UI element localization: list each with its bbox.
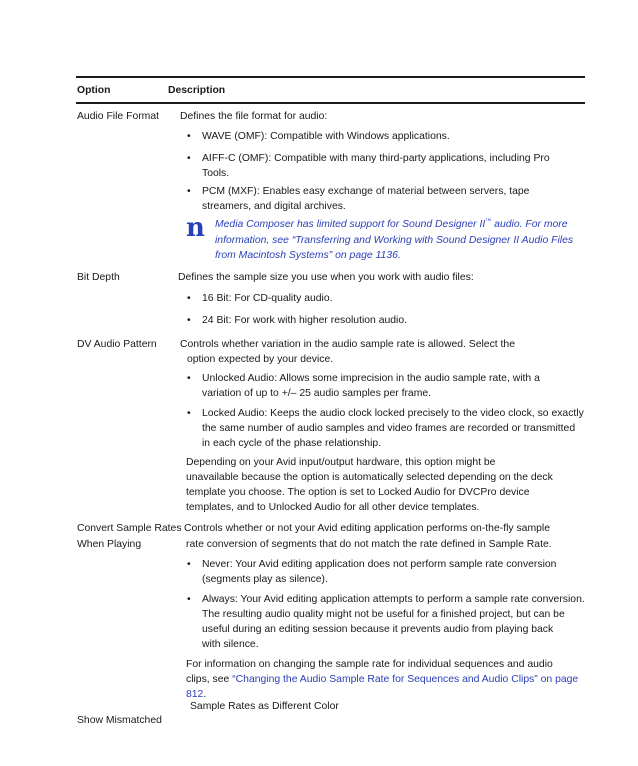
bullet-icon: • [187, 315, 191, 326]
dv-audio-pattern-para-2: unavailable because the option is automatically selected depending on the deck [186, 472, 553, 483]
convert-sample-rates-intro-2: rate conversion of segments that do not match the rate defined in Sample Rate. [186, 539, 552, 550]
list-item-continuation: (segments play as silence). [202, 574, 328, 585]
list-item-continuation: The resulting audio quality might not be useful for a finished project, but can be [202, 609, 565, 620]
note-icon: n [186, 213, 205, 243]
note-line-1: Media Composer has limited support for Sound Designer II™ audio. For more [215, 218, 568, 230]
table-top-rule [76, 76, 585, 78]
bit-depth-intro: Defines the sample size you use when you work with audio files: [178, 272, 474, 283]
list-item-continuation: in each cycle of the phase relationship. [202, 438, 382, 449]
dv-audio-pattern-para-1: Depending on your Avid input/output hardware, this option might be [186, 457, 496, 468]
bullet-icon: • [187, 293, 191, 304]
convert-sample-rates-para-3: 812. [186, 689, 207, 700]
bullet-icon: • [187, 153, 191, 164]
cross-reference-link[interactable]: “Changing the Audio Sample Rate for Sequences and Audio Clips” on page [232, 674, 579, 685]
list-item-continuation: variation of up to +/– 25 audio samples per frame. [202, 388, 432, 399]
list-item-continuation: with silence. [202, 639, 259, 650]
header-bottom-rule [76, 102, 585, 104]
option-convert-sample-rates-1: Convert Sample Rates [77, 523, 182, 534]
show-mismatched-desc: Sample Rates as Different Color [190, 701, 339, 712]
list-item-continuation: useful during an editing session because it prevents audio from playing back [202, 624, 554, 635]
bullet-icon: • [187, 186, 191, 197]
dv-audio-pattern-para-3: template you choose. The option is set to Locked Audio for DVCPro device [186, 487, 530, 498]
option-bit-depth: Bit Depth [77, 272, 120, 283]
audio-file-format-intro: Defines the file format for audio: [180, 111, 328, 122]
page-reference-link[interactable]: 812 [186, 689, 204, 700]
column-header-option: Option [77, 85, 111, 96]
dv-audio-pattern-intro-2: option expected by your device. [187, 354, 334, 365]
list-item-continuation: Tools. [202, 168, 230, 179]
bullet-icon: • [187, 559, 191, 570]
bullet-icon: • [187, 408, 191, 419]
list-item-continuation: streamers, and digital archives. [202, 201, 346, 212]
convert-sample-rates-intro-1: Controls whether or not your Avid editing application performs on-the-fly sample [184, 523, 550, 534]
bullet-icon: • [187, 131, 191, 142]
convert-sample-rates-para-1: For information on changing the sample rate for individual sequences and audio [186, 659, 553, 670]
note-line-3[interactable]: from Macintosh Systems” on page 1136. [215, 250, 401, 261]
bullet-icon: • [187, 594, 191, 605]
dv-audio-pattern-para-4: templates, and to Unlocked Audio for all other device templates. [186, 502, 480, 513]
list-item-continuation: the same number of audio samples and video frames are recorded or transmitted [202, 423, 576, 434]
option-audio-file-format: Audio File Format [77, 111, 159, 122]
column-header-description: Description [168, 85, 226, 96]
convert-sample-rates-para-2: clips, see “Changing the Audio Sample Rate for Sequences and Audio Clips” on page [186, 674, 579, 685]
note-line-2[interactable]: information, see “Transferring and Working with Sound Designer II Audio Files [215, 235, 574, 246]
option-dv-audio-pattern: DV Audio Pattern [77, 339, 157, 350]
dv-audio-pattern-intro-1: Controls whether variation in the audio sample rate is allowed. Select the [180, 339, 515, 350]
bullet-icon: • [187, 373, 191, 384]
option-convert-sample-rates-2: When Playing [77, 539, 142, 550]
option-show-mismatched: Show Mismatched [77, 715, 162, 726]
